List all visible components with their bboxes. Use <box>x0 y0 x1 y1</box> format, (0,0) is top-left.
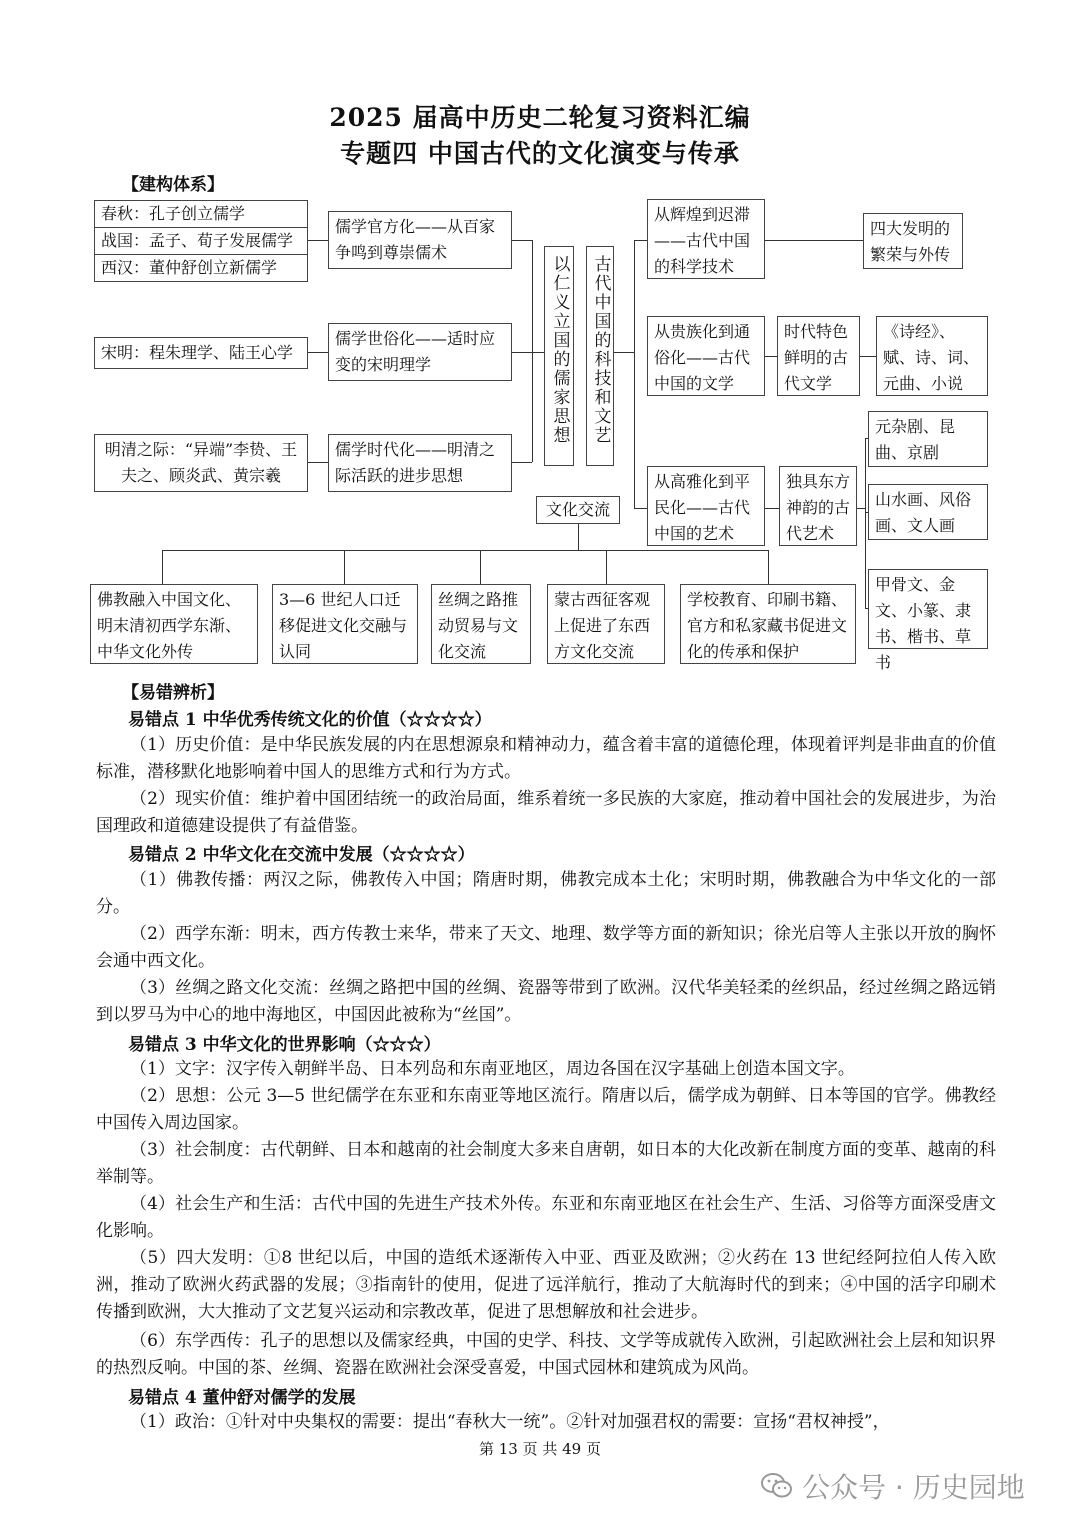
error-point-1-para-1: （1）历史价值：是中华民族发展的内在思想源泉和精神动力，蕴含着丰富的道德伦理，体现着评判是非曲直的价值标准，潜移默化地影响着中国人的思维方式和行为方式。 <box>96 735 996 782</box>
diagram-box-songming: 宋明：程朱理学、陆王心学 <box>94 337 308 369</box>
diagram-box-bottom-1: 佛教融入中国文化、明末清初西学东渐、中华文化外传 <box>90 584 258 664</box>
error-point-2-heading: 易错点 2 中华文化在交流中发展（☆☆☆☆） <box>128 845 475 865</box>
error-point-1-para-2: （2）现实价值：维护着中国团结统一的政治局面，维系着统一多民族的大家庭，推动着中国社会的发展进步，为治国理政和道德建设提供了有益借鉴。 <box>96 789 996 836</box>
error-point-3-para-2: （2）思想：公元 3—5 世纪儒学在东亚和东南亚等地区流行。隋唐以后，儒学成为朝鲜、日本等国的官学。佛教经中国传入周边国家。 <box>96 1086 996 1133</box>
error-point-2-para-1: （1）佛教传播：两汉之际，佛教传入中国；隋唐时期，佛教完成本土化；宋明时期，佛教融合为中华文化的一部分。 <box>96 870 996 917</box>
diagram-box-shisu: 儒学世俗化——适时应变的宋明理学 <box>328 323 512 381</box>
error-point-3-para-3: （3）社会制度：古代朝鲜、日本和越南的社会制度大多来自唐朝，如日本的大化改新在制度方面的变革、越南的科举制等。 <box>96 1140 996 1187</box>
diagram-box-lit-feature: 时代特色鲜明的古代文学 <box>777 316 860 396</box>
error-point-3-para-4: （4）社会生产和生活：古代中国的先进生产技术外传。东亚和东南亚地区在社会生产、生活、习俗等方面深受唐文化影响。 <box>96 1194 996 1241</box>
diagram-box-tech-arts <box>586 246 614 466</box>
watermark-text: 公众号 · 历史园地 <box>802 1471 1025 1504</box>
diagram-box-guanfang: 儒学官方化——从百家争鸣到尊崇儒术 <box>328 211 512 269</box>
diagram-tech-arts-label: 古代中国的科技和文艺 <box>590 255 611 445</box>
document-subtitle: 专题四 中国古代的文化演变与传承 <box>340 139 740 168</box>
diagram-confucian-label: 以仁义立国的儒家思想 <box>549 255 570 445</box>
document-title: 2025 届高中历史二轮复习资料汇编 <box>329 103 751 132</box>
diagram-box-bottom-4: 蒙古西征客观上促进了东西方文化交流 <box>547 584 665 664</box>
error-point-2-para-3: （3）丝绸之路文化交流：丝绸之路把中国的丝绸、瓷器等带到了欧洲。汉代华美轻柔的丝织品，经过丝绸之路远销到以罗马为中心的地中海地区，中国因此被称为“丝国”。 <box>96 978 996 1025</box>
diagram-box-bottom-2: 3—6 世纪人口迁移促进文化交融与认同 <box>272 584 418 664</box>
page-number: 第 13 页 共 49 页 <box>478 1440 601 1458</box>
diagram-box-shidai: 儒学时代化——明清之际活跃的进步思想 <box>328 434 512 492</box>
error-point-3-para-5: （5）四大发明：①8 世纪以后，中国的造纸术逐渐传入中亚、西亚及欧洲；②火药在 13 世纪经阿拉伯人传入欧洲，推动了欧洲火药武器的发展；③指南针的使用，促进了远洋航行，推动了大航海时代的到来；④中国的活字印刷术传播到欧洲，大大推动了文艺复兴运动和宗教改革，促进了思想解放和社会进步。 <box>96 1248 996 1322</box>
diagram-box-bottom-5: 学校教育、印刷书籍、官方和私家藏书促进文化的传承和保护 <box>680 584 856 664</box>
diagram-box-calligraphy: 甲骨文、金文、小篆、隶书、楷书、草书 <box>868 569 988 649</box>
diagram-box-painting: 山水画、风俗画、文人画 <box>868 484 988 540</box>
error-point-2-para-2: （2）西学东渐：明末，西方传教士来华，带来了天文、地理、数学等方面的新知识；徐光启等人主张以开放的胸怀会通中西文化。 <box>96 924 996 971</box>
diagram-box-drama: 元杂剧、昆曲、京剧 <box>868 411 988 467</box>
error-point-3-para-6: （6）东学西传：孔子的思想以及儒家经典，中国的史学、科技、文学等成就传入欧洲，引起欧洲社会上层和知识界的热烈反响。中国的茶、丝绸、瓷器在欧洲社会深受喜爱，中国式园林和建筑成为风尚。 <box>96 1331 996 1378</box>
error-point-4-heading: 易错点 4 董仲舒对儒学的发展 <box>128 1388 356 1408</box>
error-point-1-heading: 易错点 1 中华优秀传统文化的价值（☆☆☆☆） <box>128 710 492 730</box>
diagram-box-art: 从高雅化到平民化——古代中国的艺术 <box>647 466 765 546</box>
error-point-3-para-1: （1）文字：汉字传入朝鲜半岛、日本列岛和东南亚地区，周边各国在汉字基础上创造本国文字。 <box>130 1059 855 1079</box>
diagram-box-mingqing: 明清之际：“异端”李贽、王夫之、顾炎武、黄宗羲 <box>94 434 308 492</box>
diagram-box-confucian <box>544 246 574 466</box>
section-structure: 【建构体系】 <box>122 175 224 195</box>
diagram-box-xihan: 西汉：董仲舒创立新儒学 <box>94 254 308 282</box>
diagram-box-chunqiu: 春秋：孔子创立儒学 <box>94 200 308 228</box>
diagram-box-zhanguo: 战国：孟子、荀子发展儒学 <box>94 227 308 255</box>
diagram-box-lit-forms: 《诗经》、赋、诗、词、元曲、小说 <box>876 316 988 396</box>
diagram-box-exchange: 文化交流 <box>536 496 620 524</box>
error-point-4-para-1: （1）政治：①针对中央集权的需要：提出“春秋大一统”。②针对加强君权的需要：宣扬“君权神授”， <box>130 1412 890 1432</box>
diagram-box-bottom-3: 丝绸之路推动贸易与文化交流 <box>431 584 531 664</box>
diagram-box-literature: 从贵族化到通俗化——古代中国的文学 <box>647 316 765 396</box>
section-errors: 【易错辨析】 <box>122 683 224 703</box>
diagram-box-inventions: 四大发明的繁荣与外传 <box>863 213 963 269</box>
error-point-3-heading: 易错点 3 中华文化的世界影响（☆☆☆） <box>128 1035 441 1055</box>
watermark <box>760 1466 1025 1506</box>
diagram-box-science: 从辉煌到迟滞——古代中国的科学技术 <box>647 199 765 279</box>
diagram-box-art-feature: 独具东方神韵的古代艺术 <box>779 466 857 546</box>
wechat-icon <box>760 1472 794 1500</box>
